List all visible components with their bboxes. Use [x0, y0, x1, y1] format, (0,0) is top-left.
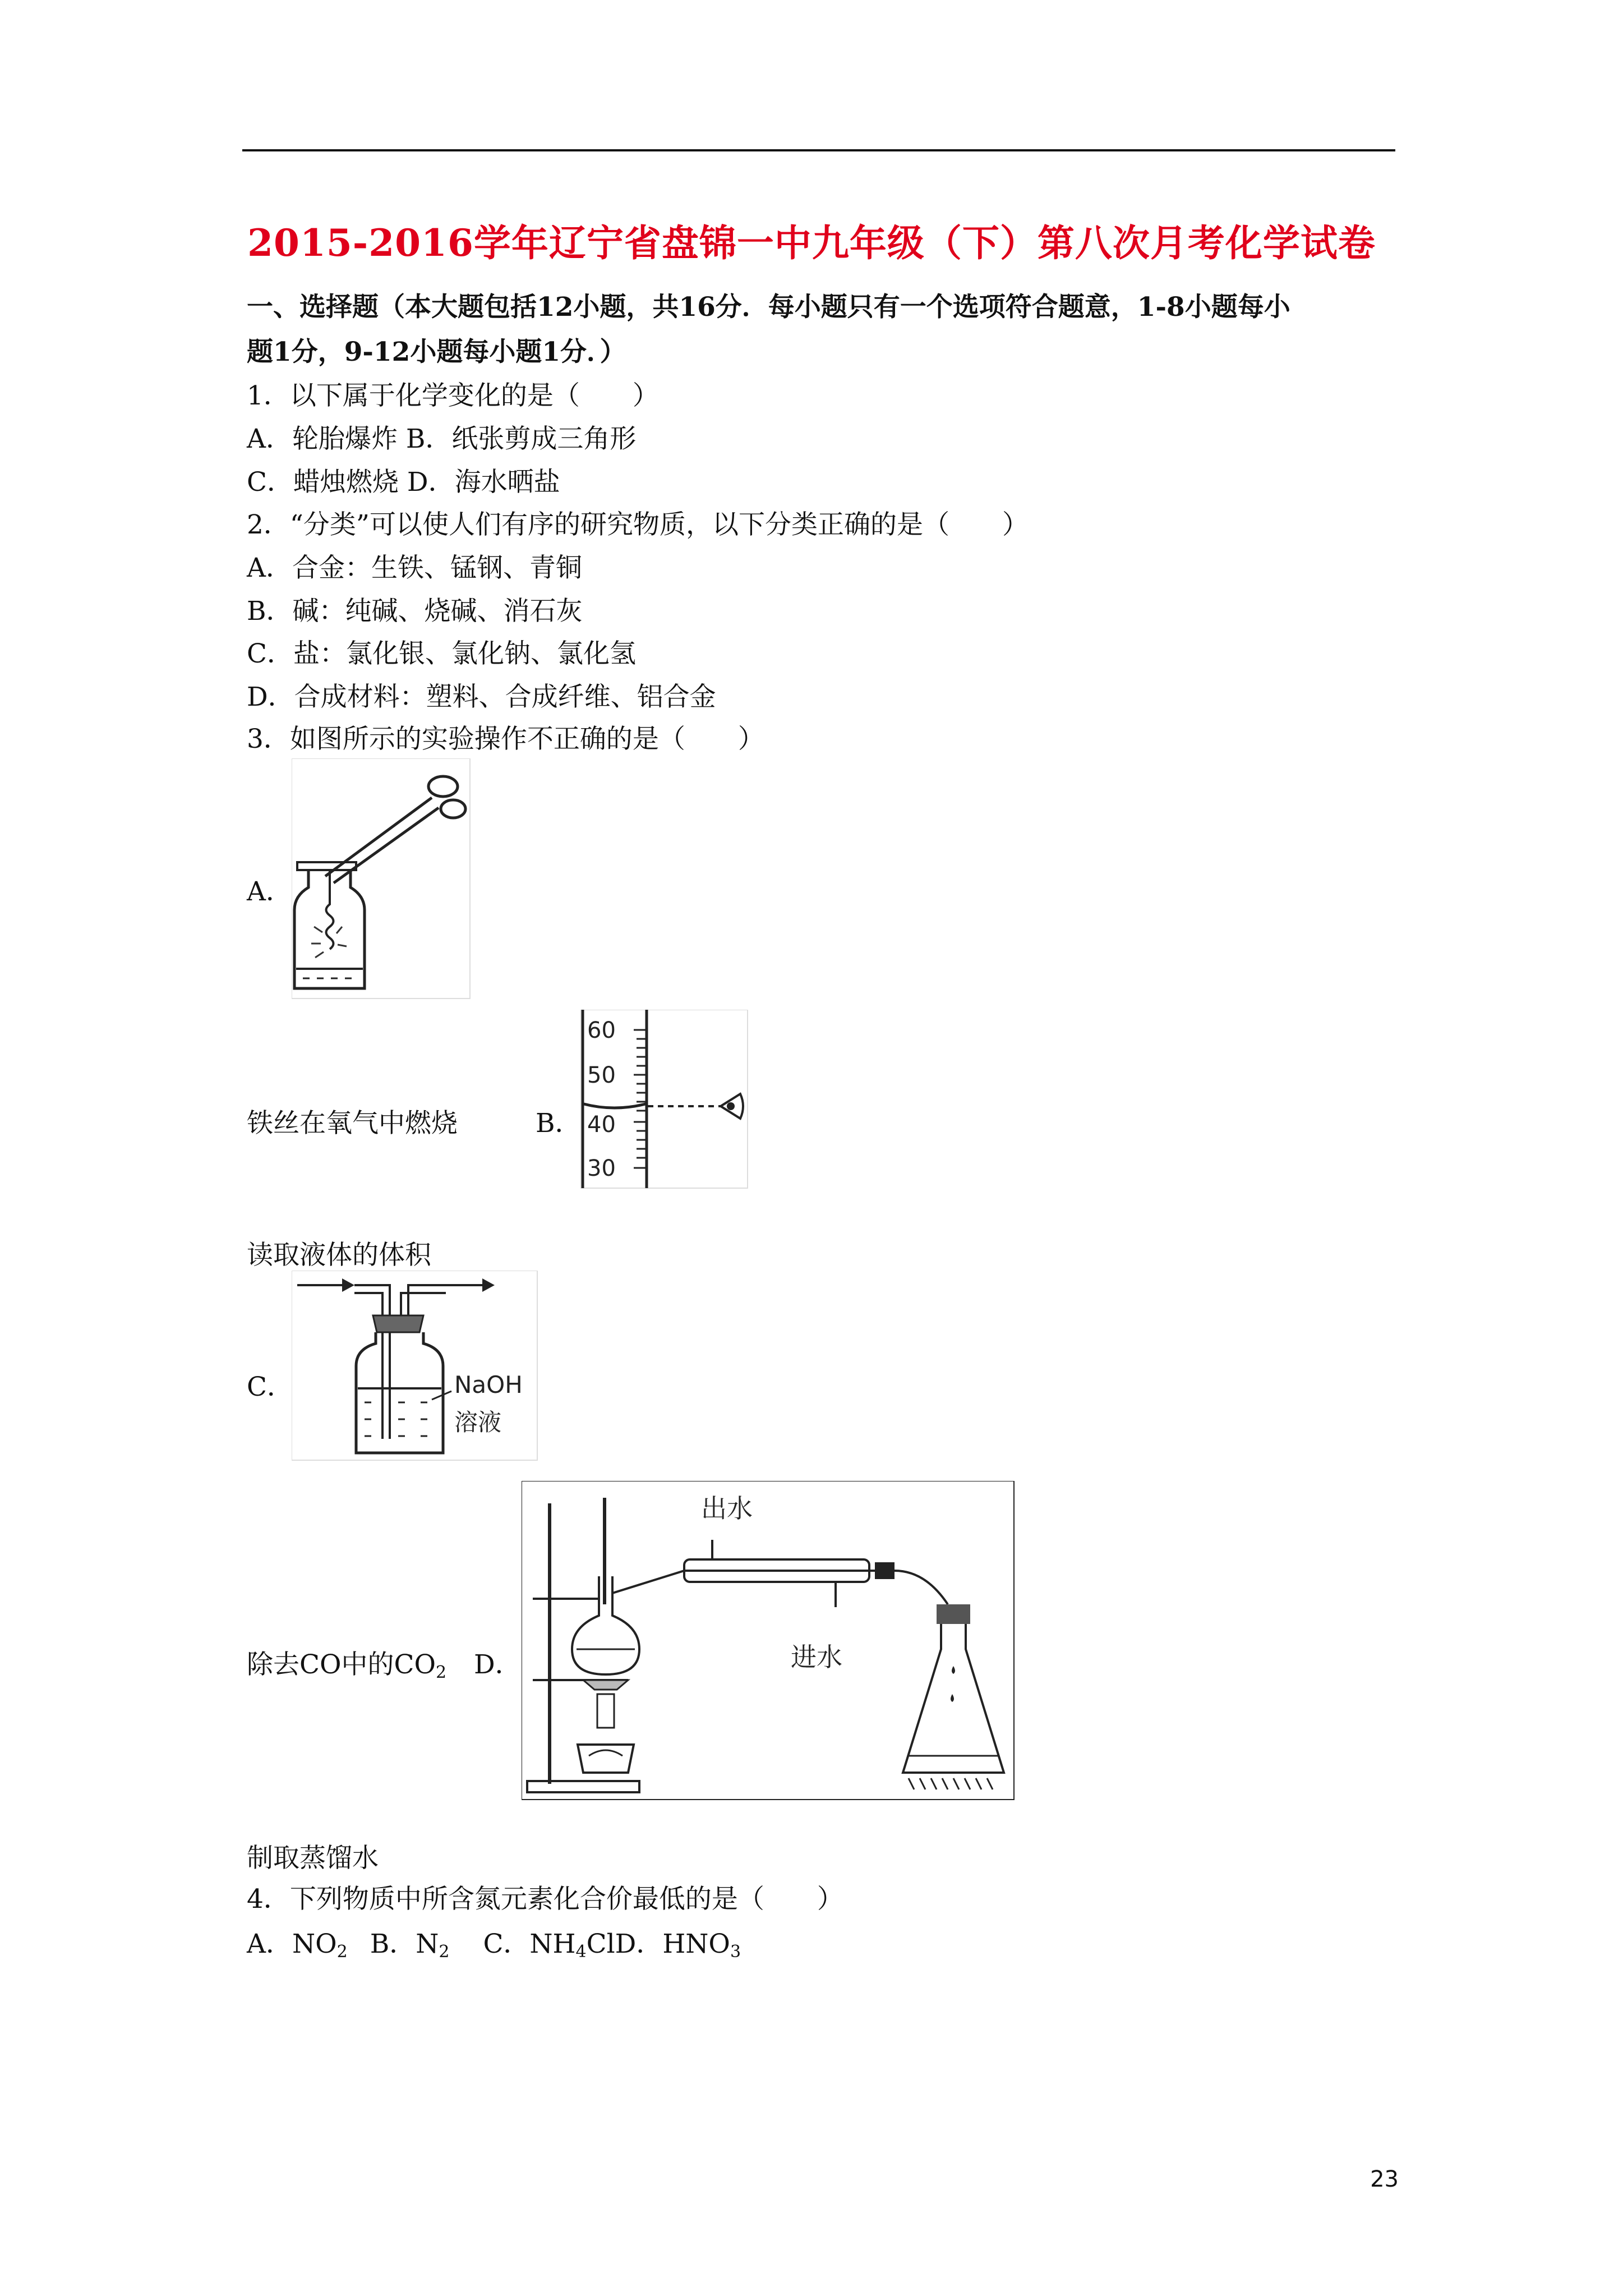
q2-option-a: A．合金：生铁、锰钢、青铜	[247, 553, 582, 583]
q1-stem: 1．以下属于化学变化的是（ ）	[247, 380, 659, 411]
q4-option-b-sub: 2	[439, 1942, 450, 1962]
header-rule	[242, 149, 1395, 151]
q4-option-b: B．N	[370, 1929, 439, 1959]
q4-option-c-sub: 4	[575, 1942, 587, 1962]
co2-subscript: 2	[436, 1663, 447, 1682]
q1-options-ab: A．轮胎爆炸 B．纸张剪成三角形	[247, 424, 637, 454]
q3-stem: 3．如图所示的实验操作不正确的是（ ）	[247, 724, 764, 754]
section-heading-line1: 一、选择题（本大题包括12小题，共16分．每小题只有一个选项符合题意，1-8小题每小	[247, 292, 1290, 323]
naoh-gas-washing-bottle-figure	[292, 1271, 538, 1461]
naoh-label: NaOH	[454, 1371, 523, 1398]
q2-option-b: B．碱：纯碱、烧碱、消石灰	[247, 596, 583, 627]
q2-option-c: C．盐：氯化银、氯化钠、氯化氢	[247, 638, 636, 669]
page-title: 2015-2016学年辽宁省盘锦一中九年级（下）第八次月考化学试卷	[247, 221, 1376, 265]
tick-label-40: 40	[587, 1112, 616, 1138]
q3-option-d-label: D．	[474, 1649, 522, 1680]
q4-option-d-sub: 3	[730, 1942, 741, 1962]
q3-option-d-caption: 制取蒸馏水	[247, 1843, 379, 1874]
water-out-label: 出水	[701, 1493, 753, 1524]
distillation-apparatus-figure	[522, 1481, 1015, 1801]
q4-option-c: C．NH	[483, 1929, 576, 1959]
q3-option-a-caption: 铁丝在氧气中燃烧	[247, 1108, 458, 1139]
q3-option-a-label: A．	[247, 876, 292, 907]
solution-label: 溶液	[454, 1409, 502, 1436]
q4-options	[247, 1923, 741, 1962]
q3-option-c-caption	[247, 1644, 446, 1682]
q4-option-a: A．NO	[247, 1929, 337, 1959]
q3-option-b-caption: 读取液体的体积	[247, 1240, 431, 1271]
q2-stem: 2．“分类”可以使人们有序的研究物质，以下分类正确的是（ ）	[247, 509, 1029, 540]
page-number: 23	[1370, 2166, 1399, 2192]
q3-option-c-caption-text: 除去CO中的CO	[247, 1649, 436, 1680]
q3-option-b-label: B．	[536, 1108, 582, 1139]
q4-option-c-post: Cl	[586, 1929, 615, 1959]
tick-label-50: 50	[587, 1062, 616, 1088]
q4-option-d: D．HNO	[615, 1929, 730, 1959]
tick-label-30: 30	[587, 1156, 616, 1181]
iron-wire-burning-figure	[292, 758, 471, 1000]
section-heading-line2: 题1分，9-12小题每小题1分．）	[247, 337, 626, 367]
q1-options-cd: C．蜡烛燃烧 D．海水晒盐	[247, 467, 560, 498]
graduated-cylinder-figure	[580, 1010, 749, 1189]
q3-option-c-label: C．	[247, 1372, 293, 1402]
q4-option-a-sub: 2	[336, 1942, 348, 1962]
q4-stem: 4．下列物质中所含氮元素化合价最低的是（ ）	[247, 1884, 843, 1915]
q2-option-d: D．合成材料：塑料、合成纤维、铝合金	[247, 682, 716, 712]
water-in-label: 进水	[791, 1642, 842, 1672]
tick-label-60: 60	[587, 1018, 616, 1043]
